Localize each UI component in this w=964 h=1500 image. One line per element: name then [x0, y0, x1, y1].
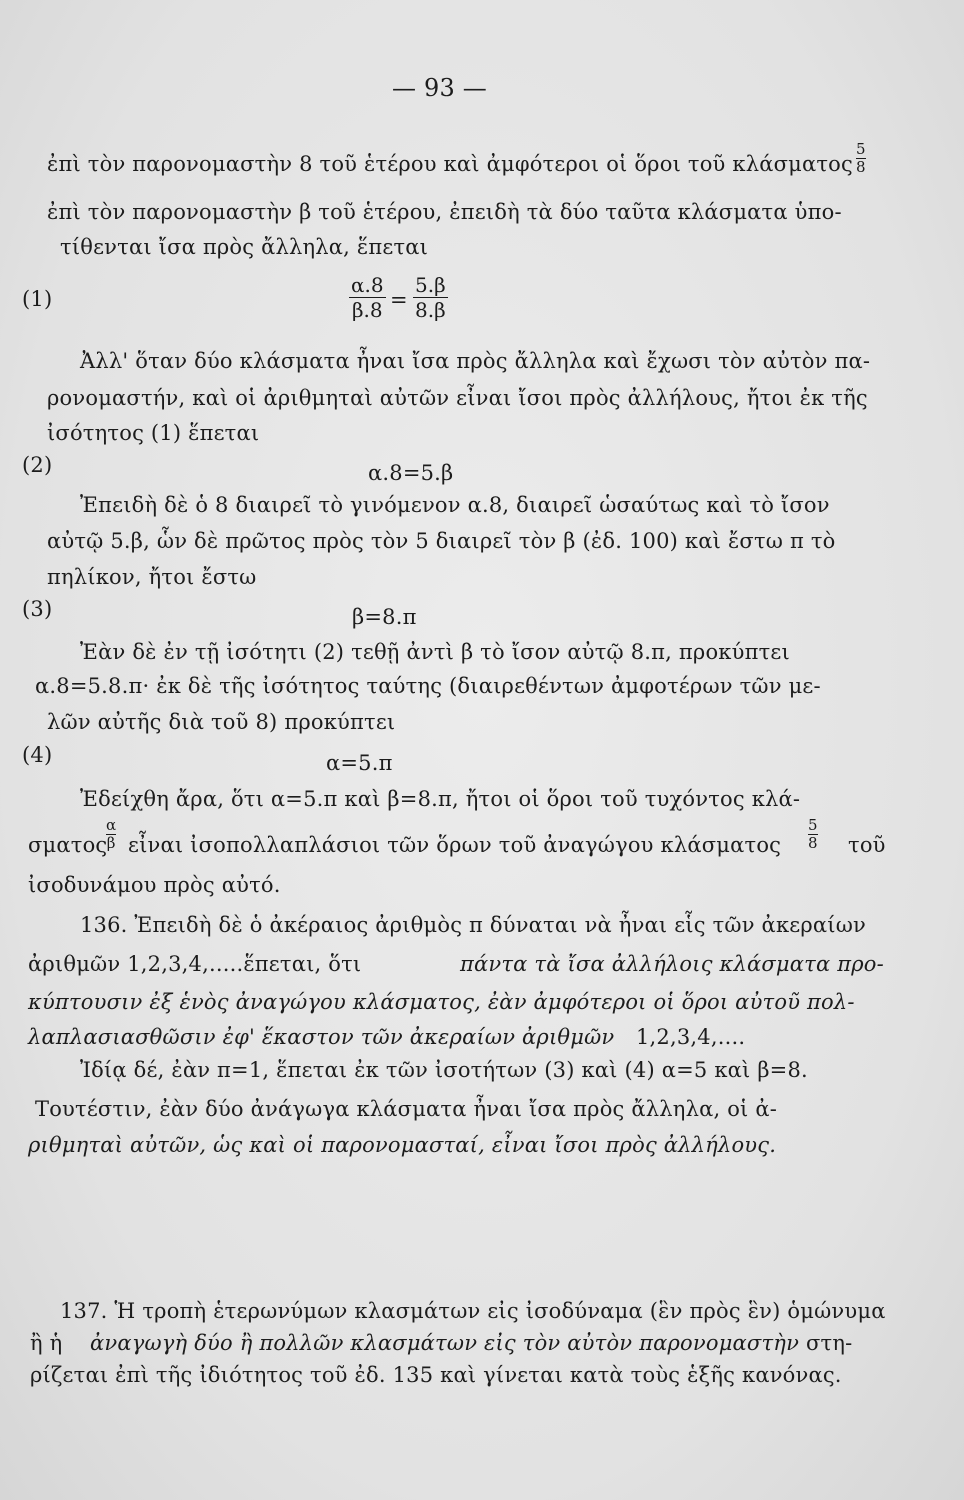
text-line-italic: πάντα τὰ ἴσα ἀλλήλοις κλάσματα προ- — [460, 952, 884, 976]
text-line: ἰσοδυνάμου πρὸς αὐτό. — [28, 873, 281, 897]
text-line: 136. Ἐπειδὴ δὲ ὁ ἀκέραιος ἀριθμὸς π δύναται νὰ ἦναι εἷς τῶν ἀκεραίων — [80, 913, 866, 937]
equation: α=5.π — [326, 751, 393, 775]
text-line: 137. Ἡ τροπὴ ἑτερωνύμων κλασμάτων εἰς ἰσοδύναμα (ἓν πρὸς ἓν) ὁμώνυμα — [60, 1299, 886, 1323]
text-line: α.8=5.8.π· ἐκ δὲ τῆς ἰσότητος ταύτης (διαιρεθέντων ἀμφοτέρων τῶν με- — [35, 674, 821, 698]
text-line-italic: ριθμηταὶ αὐτῶν, ὡς καὶ οἱ παρονομασταί, εἶναι ἴσοι πρὸς ἀλλήλους. — [28, 1133, 777, 1157]
text-line-fragment: ἢ ἡ — [30, 1331, 63, 1355]
text-line-fragment: στη- — [806, 1331, 853, 1355]
text-line: Ἐπειδὴ δὲ ὁ 8 διαιρεῖ τὸ γινόμενον α.8, διαιρεῖ ὡσαύτως καὶ τὸ ἴσον — [80, 493, 830, 517]
equals-sign: = — [390, 288, 408, 312]
text-line-fragment: τοῦ — [848, 833, 886, 857]
equation-label: (1) — [22, 287, 53, 311]
fraction-numerator: α.8 — [351, 273, 384, 297]
text-line-fragment: σματος — [28, 833, 108, 857]
text-line: ρονομαστήν, καὶ οἱ ἀριθμηταὶ αὐτῶν εἶναι ἴσοι πρὸς ἀλλήλους, ἤτοι ἐκ τῆς — [47, 386, 868, 410]
text-line: Ἀλλ' ὅταν δύο κλάσματα ἦναι ἴσα πρὸς ἄλληλα καὶ ἔχωσι τὸν αὐτὸν πα- — [80, 349, 871, 373]
fraction-numerator: 5 — [808, 816, 818, 834]
fraction-denominator: 8 — [808, 834, 818, 852]
equation-label: (4) — [22, 743, 53, 767]
text-line-italic: κύπτουσιν ἐξ ἑνὸς ἀναγώγου κλάσματος, ἐὰν ἀμφότεροι οἱ ὅροι αὐτοῦ πολ- — [28, 990, 855, 1014]
text-line-fragment: ἀριθμῶν 1,2,3,4,.....ἕπεται, ὅτι — [28, 952, 362, 976]
inline-fraction — [106, 818, 116, 851]
fraction-denominator: β.8 — [351, 298, 383, 322]
text-line-fragment: εἶναι ἰσοπολλαπλάσιοι τῶν ὅρων τοῦ ἀναγώγου κλάσματος — [128, 833, 782, 857]
inline-fraction — [808, 818, 818, 851]
text-line: ἰσότητος (1) ἕπεται — [47, 421, 260, 445]
text-line-fragment: 1,2,3,4,.... — [636, 1025, 746, 1049]
text-line: ἐπὶ τὸν παρονομαστὴν β τοῦ ἑτέρου, ἐπειδὴ τὰ δύο ταῦτα κλάσματα ὑπο- — [47, 200, 842, 224]
text-line: Ἐὰν δὲ ἐν τῇ ἰσότητι (2) τεθῇ ἀντὶ β τὸ ἴσον αὐτῷ 8.π, προκύπτει — [80, 640, 790, 664]
fraction-numerator: 5 — [856, 140, 866, 158]
equation-fraction-right — [413, 274, 448, 321]
fraction-denominator: 8 — [856, 158, 866, 176]
fraction-denominator: 8.β — [415, 298, 446, 322]
fraction-numerator: α — [106, 816, 117, 834]
text-line: Ἐδείχθη ἄρα, ὅτι α=5.π καὶ β=8.π, ἤτοι οἱ ὅροι τοῦ τυχόντος κλά- — [80, 787, 801, 811]
text-line-italic: λαπλασιασθῶσιν ἐφ' ἕκαστον τῶν ἀκεραίων ἀριθμῶν — [28, 1025, 615, 1049]
text-line: Ἰδίᾳ δέ, ἐὰν π=1, ἕπεται ἐκ τῶν ἰσοτήτων (3) καὶ (4) α=5 καὶ β=8. — [80, 1058, 808, 1082]
text-line: αὐτῷ 5.β, ὧν δὲ πρῶτος πρὸς τὸν 5 διαιρεῖ τὸν β (ἐδ. 100) καὶ ἔστω π τὸ — [47, 529, 836, 553]
text-line: Τουτέστιν, ἐὰν δύο ἀνάγωγα κλάσματα ἦναι ἴσα πρὸς ἄλληλα, οἱ ἀ- — [35, 1097, 778, 1121]
text-line-italic: ἀναγωγὴ δύο ἢ πολλῶν κλασμάτων εἰς τὸν αὐτὸν παρονομαστὴν — [90, 1331, 800, 1355]
text-line: ρίζεται ἐπὶ τῆς ἰδιότητος τοῦ ἐδ. 135 καὶ γίνεται κατὰ τοὺς ἑξῆς κανόνας. — [30, 1363, 842, 1387]
fraction-numerator: 5.β — [415, 273, 446, 297]
equation-fraction-left — [349, 274, 386, 321]
inline-fraction — [856, 142, 866, 175]
equation-label: (2) — [22, 453, 53, 477]
equation: α.8=5.β — [368, 461, 454, 485]
text-line: τίθενται ἴσα πρὸς ἄλληλα, ἕπεται — [60, 235, 429, 259]
equation-label: (3) — [22, 597, 53, 621]
text-line: λῶν αὐτῆς διὰ τοῦ 8) προκύπτει — [47, 710, 396, 734]
page-number: — 93 — — [392, 74, 487, 102]
equation: β=8.π — [352, 605, 417, 629]
text-line: πηλίκον, ἤτοι ἔστω — [47, 565, 257, 589]
text-line: ἐπὶ τὸν παρονομαστὴν 8 τοῦ ἑτέρου καὶ ἀμφότεροι οἱ ὅροι τοῦ κλάσματος — [47, 152, 853, 176]
fraction-denominator: β — [106, 834, 116, 852]
